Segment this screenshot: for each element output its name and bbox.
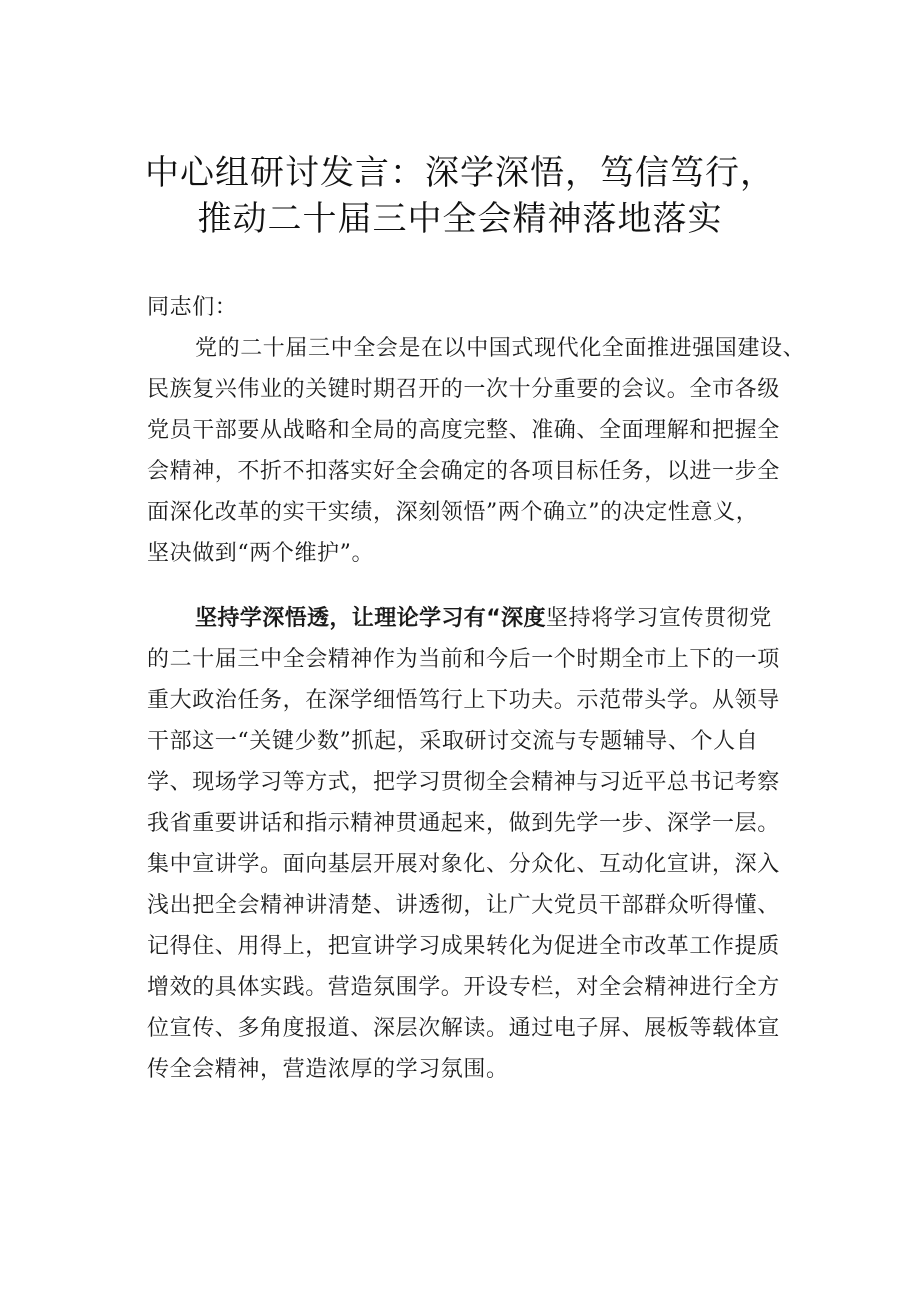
paragraph-line: 面深化改革的实干实绩，深刻领悟”两个确立”的决定性意义，	[147, 500, 759, 525]
document-title	[90, 150, 830, 242]
paragraph-line: 传全会精神，营造浓厚的学习氛围。	[147, 1057, 509, 1082]
salutation	[147, 287, 807, 328]
paragraph-line: 党员干部要从战略和全局的高度完整、准确、全面理解和把握全	[147, 418, 780, 443]
paragraph-intro	[147, 328, 807, 574]
paragraph-line: 干部这一“关键少数”抓起，采取研讨交流与专题辅导、个人自	[147, 729, 759, 754]
title-line: 推动二十届三中全会精神落地落实	[197, 199, 723, 239]
paragraph-line: 民族复兴伟业的关键时期召开的一次十分重要的会议。全市各级	[147, 377, 780, 402]
paragraph-line: 我省重要讲话和指示精神贯通起来，做到先学一步、深学一层。	[147, 811, 780, 836]
paragraph-line: 的二十届三中全会精神作为当前和今后一个时期全市上下的一项	[147, 647, 780, 672]
paragraph-line: 记得住、用得上，把宣讲学习成果转化为促进全市改革工作提质	[147, 934, 780, 959]
paragraph-line: 集中宣讲学。面向基层开展对象化、分众化、互动化宣讲，深入	[147, 852, 780, 877]
paragraph-line: 位宣传、多角度报道、深层次解读。通过电子屏、展板等载体宣	[147, 1016, 780, 1041]
section-heading: 坚持学深悟透，让理论学习有“深度	[195, 606, 546, 631]
paragraph-line: 坚决做到“两个维护”。	[147, 541, 375, 566]
paragraph-line: 学、现场学习等方式，把学习贯彻全会精神与习近平总书记考察	[147, 770, 780, 795]
paragraph-line: 重大政治任务，在深学细悟笃行上下功夫。示范带头学。从领导	[147, 688, 780, 713]
paragraph-line: 浅出把全会精神讲清楚、讲透彻，让广大党员干部群众听得懂、	[147, 893, 780, 918]
paragraph-line: 增效的具体实践。营造氛围学。开设专栏，对全会精神进行全方	[147, 975, 780, 1000]
paragraph-study	[147, 598, 807, 1090]
paragraph-first-line-rest: 坚持将学习宣传贯彻党	[545, 606, 772, 631]
title-line: 中心组研讨发言：深学深悟，笃信笃行，	[145, 153, 775, 193]
paragraph-first-line	[147, 598, 807, 639]
paragraph-line: 会精神，不折不扣落实好全会确定的各项目标任务，以进一步全	[147, 459, 780, 484]
salutation-text: 同志们：	[147, 295, 238, 320]
paragraph-line: 党的二十届三中全会是在以中国式现代化全面推进强国建设、	[195, 336, 806, 361]
